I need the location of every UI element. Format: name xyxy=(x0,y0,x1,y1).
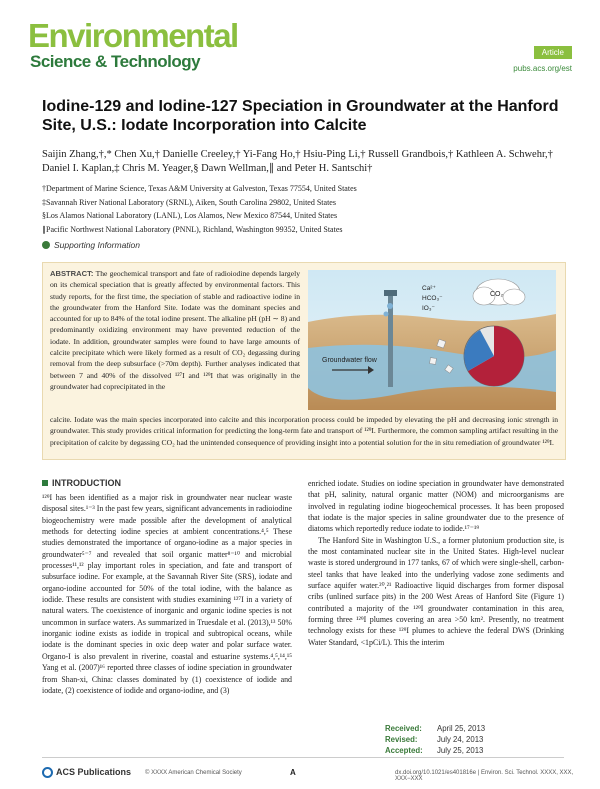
speciation-pie xyxy=(464,326,524,386)
affiliation-3: §Los Alamos National Laboratory (LANL), Los Alamos, New Mexico 87544, United States xyxy=(42,211,338,220)
droplet xyxy=(387,303,393,309)
author-list: Saijin Zhang,†,* Chen Xu,† Danielle Creeley,† Yi-Fang Ho,† Hsiu-Ping Li,† Russell Grandbois,† Kathleen A. Schwehr,† Daniel I. Kaplan,‡ Chris M. Yeager,§ Dawn Wellman,∥ and Peter H. Santschi† xyxy=(42,149,553,174)
accepted-label: Accepted: xyxy=(385,746,423,755)
revised-date: July 24, 2013 xyxy=(437,735,484,744)
received-date: April 25, 2013 xyxy=(437,724,486,733)
journal-logo-environmental: Environmental xyxy=(28,17,238,54)
ion-ca: Ca²⁺ xyxy=(422,285,436,292)
acs-publications-label: ACS Publications xyxy=(56,767,132,777)
supporting-information-link[interactable] xyxy=(42,240,140,250)
flow-label: Groundwater flow xyxy=(322,357,377,364)
journal-logo-science-technology: Science & Technology xyxy=(30,52,201,71)
doi-citation-link[interactable]: dx.doi.org/10.1021/es401816e | Environ. Sci. Technol. XXXX, XXX, XXX−XXX xyxy=(395,770,574,782)
ion-io3: IO₃⁻ xyxy=(422,305,435,312)
acs-publications-logo[interactable] xyxy=(42,767,131,778)
toc-graphic xyxy=(308,270,556,410)
received-label: Received: xyxy=(385,724,422,733)
acs-ring-icon xyxy=(42,767,53,778)
page-number: A xyxy=(290,768,296,777)
publication-dates xyxy=(385,723,485,756)
affiliation-4: ∥Pacific Northwest National Laboratory (PNNL), Richland, Washington 99352, United States xyxy=(42,224,343,234)
abstract-body-1: The geochemical transport and fate of radioiodine depends largely on its chemical speciation that is greatly affected by environmental factors. This study reports, for the first time, the speciation of stable and radioactive iodine in the groundwater from the Hanford Site. Iodate was the dominant species and accounted for up to 84% of the total iodine present. The alkaline pH (pH ∼ 8) and predominantly oxidizing environment may have prevented reduction of the iodate. In addition, groundwater samples were found to have large amounts of calcite precipitate which were likely formed as a result of CO₂ degassing during removal from the deep subsurface (>70m depth). Further analyses indicated that between 7 and 40% of the dissolved ¹²⁷I and ¹²⁹I that was originally in the groundwater had coprecipitated in the xyxy=(50,269,300,391)
well-head xyxy=(384,290,397,296)
article-type-badge: Article xyxy=(534,46,572,59)
co2-label: CO₂ xyxy=(490,291,504,298)
supporting-info-icon xyxy=(42,241,50,249)
journal-url-link[interactable]: pubs.acs.org/est xyxy=(513,64,572,73)
revised-label: Revised: xyxy=(385,735,418,744)
intro-paragraph: The Hanford Site in Washington U.S., a former plutonium production site, is the most contaminated nuclear site in the United States. High-level nuclear waste is stored underground in 177 tanks, 67 of which were single-shell, carbon-steel tanks that have leaked into the underlying vadose zone sediments and surface aquifer water.²⁰,²¹ Radioactive liquid discharges from former disposal cribs (unlined surface pits) in the 200 West Areas of Hanford Site (Figure 1) contributed a majority of the ¹²⁹I groundwater contamination in this area, forming three ¹²⁹I plumes covering an area >50 km². Presently, no treatment technology exists for these ¹²⁹I plumes to achieve the federal DWS (Drinking Water Standard, <1pCi/L). This the interim xyxy=(308,535,564,647)
abstract-text-wide: calcite. Iodate was the main species incorporated into calcite and this incorporation process could be impeded by elevating the pH and decreasing ionic strength in groundwater. This study provides critical information for predicting the long-term fate and transport of ¹²⁹I. Furthermore, the common sampling artifact resulting in the precipitation of calcite by degassing CO₂ had the unintended consequence of providing insight into a potential solution for the in situ remediation of groundwater ¹²⁹I. xyxy=(50,415,558,447)
accepted-date: July 25, 2013 xyxy=(437,746,484,755)
affiliation-1: †Department of Marine Science, Texas A&M University at Galveston, Texas 77554, United States xyxy=(42,184,357,193)
section-marker-icon xyxy=(42,480,48,486)
affiliation-2: ‡Savannah River National Laboratory (SRNL), Aiken, South Carolina 29802, United States xyxy=(42,197,336,207)
supporting-info-label: Supporting Information xyxy=(54,240,140,250)
abstract-label: ABSTRACT: xyxy=(50,269,94,278)
droplet xyxy=(384,312,389,317)
introduction-heading-text: INTRODUCTION xyxy=(52,478,121,488)
introduction-heading xyxy=(42,478,121,488)
paper-title: Iodine-129 and Iodine-127 Speciation in Groundwater at the Hanford Site, U.S.: Iodate Incorporation into Calcite xyxy=(42,98,559,134)
footer-divider xyxy=(42,757,564,758)
intro-paragraph: enriched iodate. Studies on iodine speciation in groundwater have demonstrated that pH, salinity, natural organic matter (NOM) and microorganisms are involved in regulating iodine biogeochemical processes. It has been proposed that iodate is the major species in saline groundwater due to the presence of diatoms which reportedly reduce iodate to iodide.¹⁷⁻¹⁹ xyxy=(308,479,564,534)
ion-hco3: HCO₃⁻ xyxy=(422,295,443,302)
intro-paragraph: ¹²⁹I has been identified as a major risk in groundwater near nuclear waste disposal sites.¹⁻³ In the past few years, significant advancements in radioiodine biogeochemistry were made possible after the development of analytical methods for detecting iodine species at ambient concentrations.⁴,⁵ These studies demonstrated the importance of organo-iodine as a major species in groundwater⁵⁻⁷ and revealed that soil organic matter⁸⁻¹⁰ and microbial processes¹¹,¹² play important roles in speciation, and fate and transport of subsurface iodine. For example, at the Savannah River Site (SRS), iodate and organo-iodine accounted for 50% of the total iodine, with the balance as iodide. These results are consistent with studies examining ¹²⁷I in a variety of natural waters. The coexistence of inorganic and organic iodine species is not uncommon in surface waters. As summarized in Truesdale et al. (2013),¹³ 50% inorganic iodine exists as iodide in tropical and subtropical oceans, while iodate is the dominant species in oxic deep water and polar surface water. Organo-I is also prevalent in riverine, coastal and estuarine systems.⁴,⁵,¹⁴,¹⁵ Yang et al. (2007)¹⁶ reported three classes of iodine speciation in groundwater from Shan-xi, China: classes dominated by (1) coexistence of iodide and iodate, (2) coexistence of iodide and organo-iodine, and (3) xyxy=(42,493,292,695)
intro-column-left xyxy=(42,492,292,696)
abstract-text-narrow xyxy=(50,268,300,392)
affiliations xyxy=(42,182,562,236)
intro-column-right xyxy=(308,478,564,648)
copyright-notice: © XXXX American Chemical Society xyxy=(145,770,242,776)
